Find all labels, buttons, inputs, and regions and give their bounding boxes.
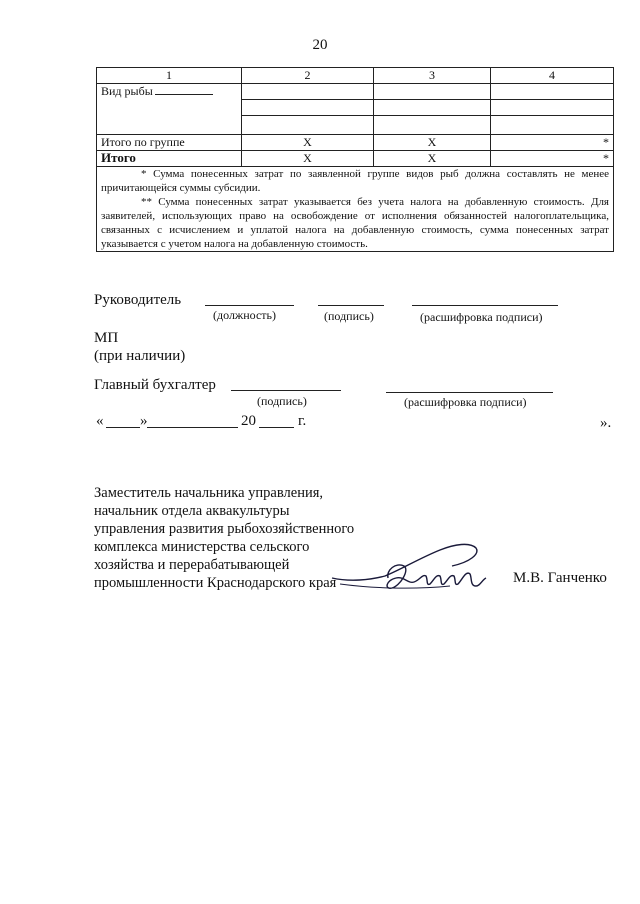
group-total-row: Итого по группе Х Х * bbox=[97, 135, 614, 151]
acc-signature-line bbox=[231, 390, 341, 391]
handwritten-signature bbox=[330, 540, 510, 600]
signatory-name: М.В. Ганченко bbox=[513, 570, 607, 586]
month-line bbox=[147, 427, 238, 428]
date-open: « bbox=[96, 413, 104, 429]
fish-type-label: Вид рыбы bbox=[101, 84, 153, 98]
acc-signature-caption: (подпись) bbox=[257, 394, 307, 408]
header-col-3: 3 bbox=[374, 68, 491, 84]
header-col-1: 1 bbox=[97, 68, 242, 84]
decode-caption: (расшифровка подписи) bbox=[420, 310, 543, 324]
signatory-line-2: начальник отдела аквакультуры bbox=[94, 503, 290, 519]
header-col-4: 4 bbox=[491, 68, 614, 84]
signature-line bbox=[318, 305, 384, 306]
year-prefix: 20 bbox=[241, 413, 256, 429]
year-line bbox=[259, 427, 294, 428]
signatory-line-3: управления развития рыбохозяйственного bbox=[94, 521, 355, 537]
signatory-line-4: комплекса министерства сельского bbox=[94, 539, 310, 555]
position-line bbox=[205, 305, 294, 306]
footnote-2: ** Сумма понесенных затрат указывается без учета налога на добавленную стоимость. Для заявителей, использующих право на освобождение от исполнения обязанностей налогоплательщика, связанных с исчислением и уплатой налога на добавленную стоимость, сумма понесенных затрат указывается с учетом налога на добавленную стоимость. bbox=[101, 196, 609, 250]
page-number: 20 bbox=[312, 37, 328, 53]
notes-row bbox=[97, 167, 614, 252]
date-close: » bbox=[140, 413, 148, 429]
stamp-note: (при наличии) bbox=[94, 348, 186, 364]
position-caption: (должность) bbox=[213, 308, 276, 322]
year-suffix: г. bbox=[298, 413, 307, 429]
head-label: Руководитель bbox=[94, 292, 182, 308]
stamp-label: МП bbox=[94, 330, 119, 346]
signatory-line-5: хозяйства и перерабатывающей bbox=[94, 557, 290, 573]
header-col-2: 2 bbox=[242, 68, 374, 84]
signatory-block bbox=[94, 484, 354, 592]
end-mark: ». bbox=[600, 415, 612, 431]
footnote-1: * Сумма понесенных затрат по заявленной группе видов рыб должна составлять не менее причитающейся суммы субсидии. bbox=[101, 168, 609, 194]
day-line bbox=[106, 427, 140, 428]
acc-decode-caption: (расшифровка подписи) bbox=[404, 395, 527, 409]
acc-decode-line bbox=[386, 392, 553, 393]
fish-type-cell bbox=[97, 84, 242, 135]
total-label: Итого bbox=[97, 151, 242, 167]
signatory-line-6: промышленности Краснодарского края bbox=[94, 575, 337, 591]
costs-table bbox=[96, 67, 614, 252]
table-row bbox=[97, 84, 614, 100]
total-row: Итого Х Х * bbox=[97, 151, 614, 167]
group-total-label: Итого по группе bbox=[97, 135, 242, 151]
decode-line bbox=[412, 305, 558, 306]
table-header-row bbox=[97, 68, 614, 84]
signature-caption: (подпись) bbox=[324, 309, 374, 323]
signatory-line-1: Заместитель начальника управления, bbox=[94, 485, 324, 501]
accountant-label: Главный бухгалтер bbox=[94, 377, 216, 393]
